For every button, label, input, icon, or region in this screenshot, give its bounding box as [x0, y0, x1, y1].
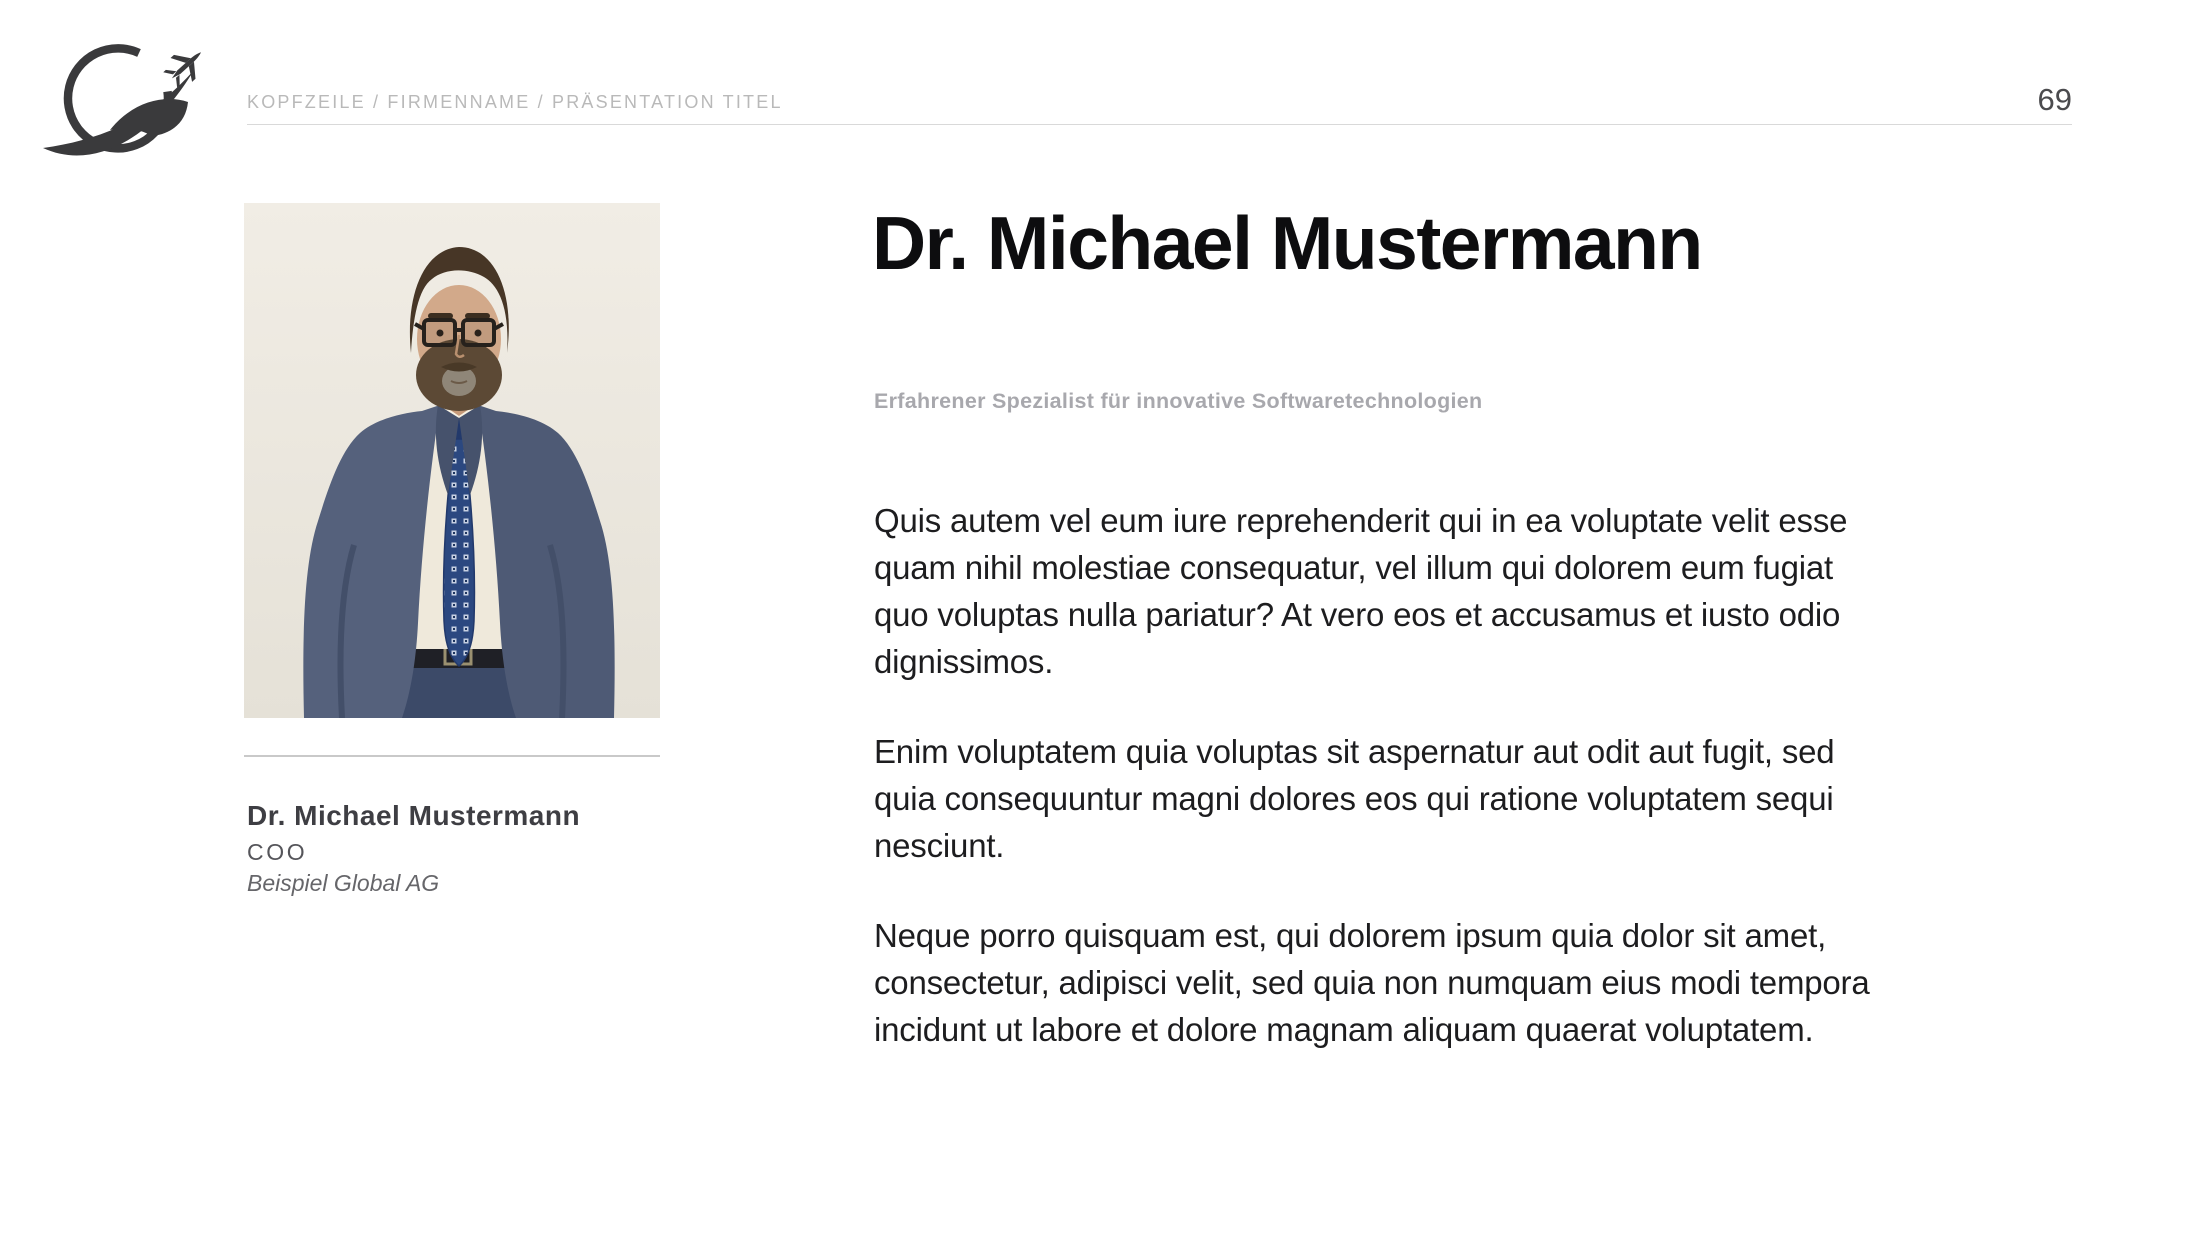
profile-role: COO	[247, 839, 308, 865]
profile-name: Dr. Michael Mustermann	[247, 800, 581, 831]
header-divider	[247, 124, 2072, 125]
page-number: 69	[2037, 82, 2072, 117]
page-subtitle: Erfahrener Spezialist für innovative Softwaretechnologien	[874, 389, 1483, 413]
breadcrumb: KOPFZEILE / FIRMENNAME / PRÄSENTATION TITEL	[247, 92, 783, 112]
page-title: Dr. Michael Mustermann	[872, 201, 1702, 285]
profile-divider	[244, 755, 660, 757]
body-text	[874, 497, 1874, 1096]
paragraph-2: Enim voluptatem quia voluptas sit aspernatur aut odit aut fugit, sed quia consequuntur magni dolores eos qui ratione voluptatem sequi nesciunt.	[874, 733, 1835, 864]
paragraph-3: Neque porro quisquam est, qui dolorem ipsum quia dolor sit amet, consectetur, adipisci velit, sed quia non numquam eius modi tempora incidunt ut labore et dolore magnam aliquam quaerat voluptatem.	[874, 917, 1870, 1048]
businessman-portrait-illustration	[244, 203, 660, 718]
profile-company: Beispiel Global AG	[247, 870, 440, 896]
portrait-photo	[244, 203, 660, 718]
paragraph-1: Quis autem vel eum iure reprehenderit qui in ea voluptate velit esse quam nihil molestiae consequatur, vel illum qui dolorem eum fugiat quo voluptas nulla pariatur? At vero eos et accusamus et iusto odio dignissimos.	[874, 502, 1848, 680]
globe-airplane-logo-icon	[40, 36, 215, 166]
